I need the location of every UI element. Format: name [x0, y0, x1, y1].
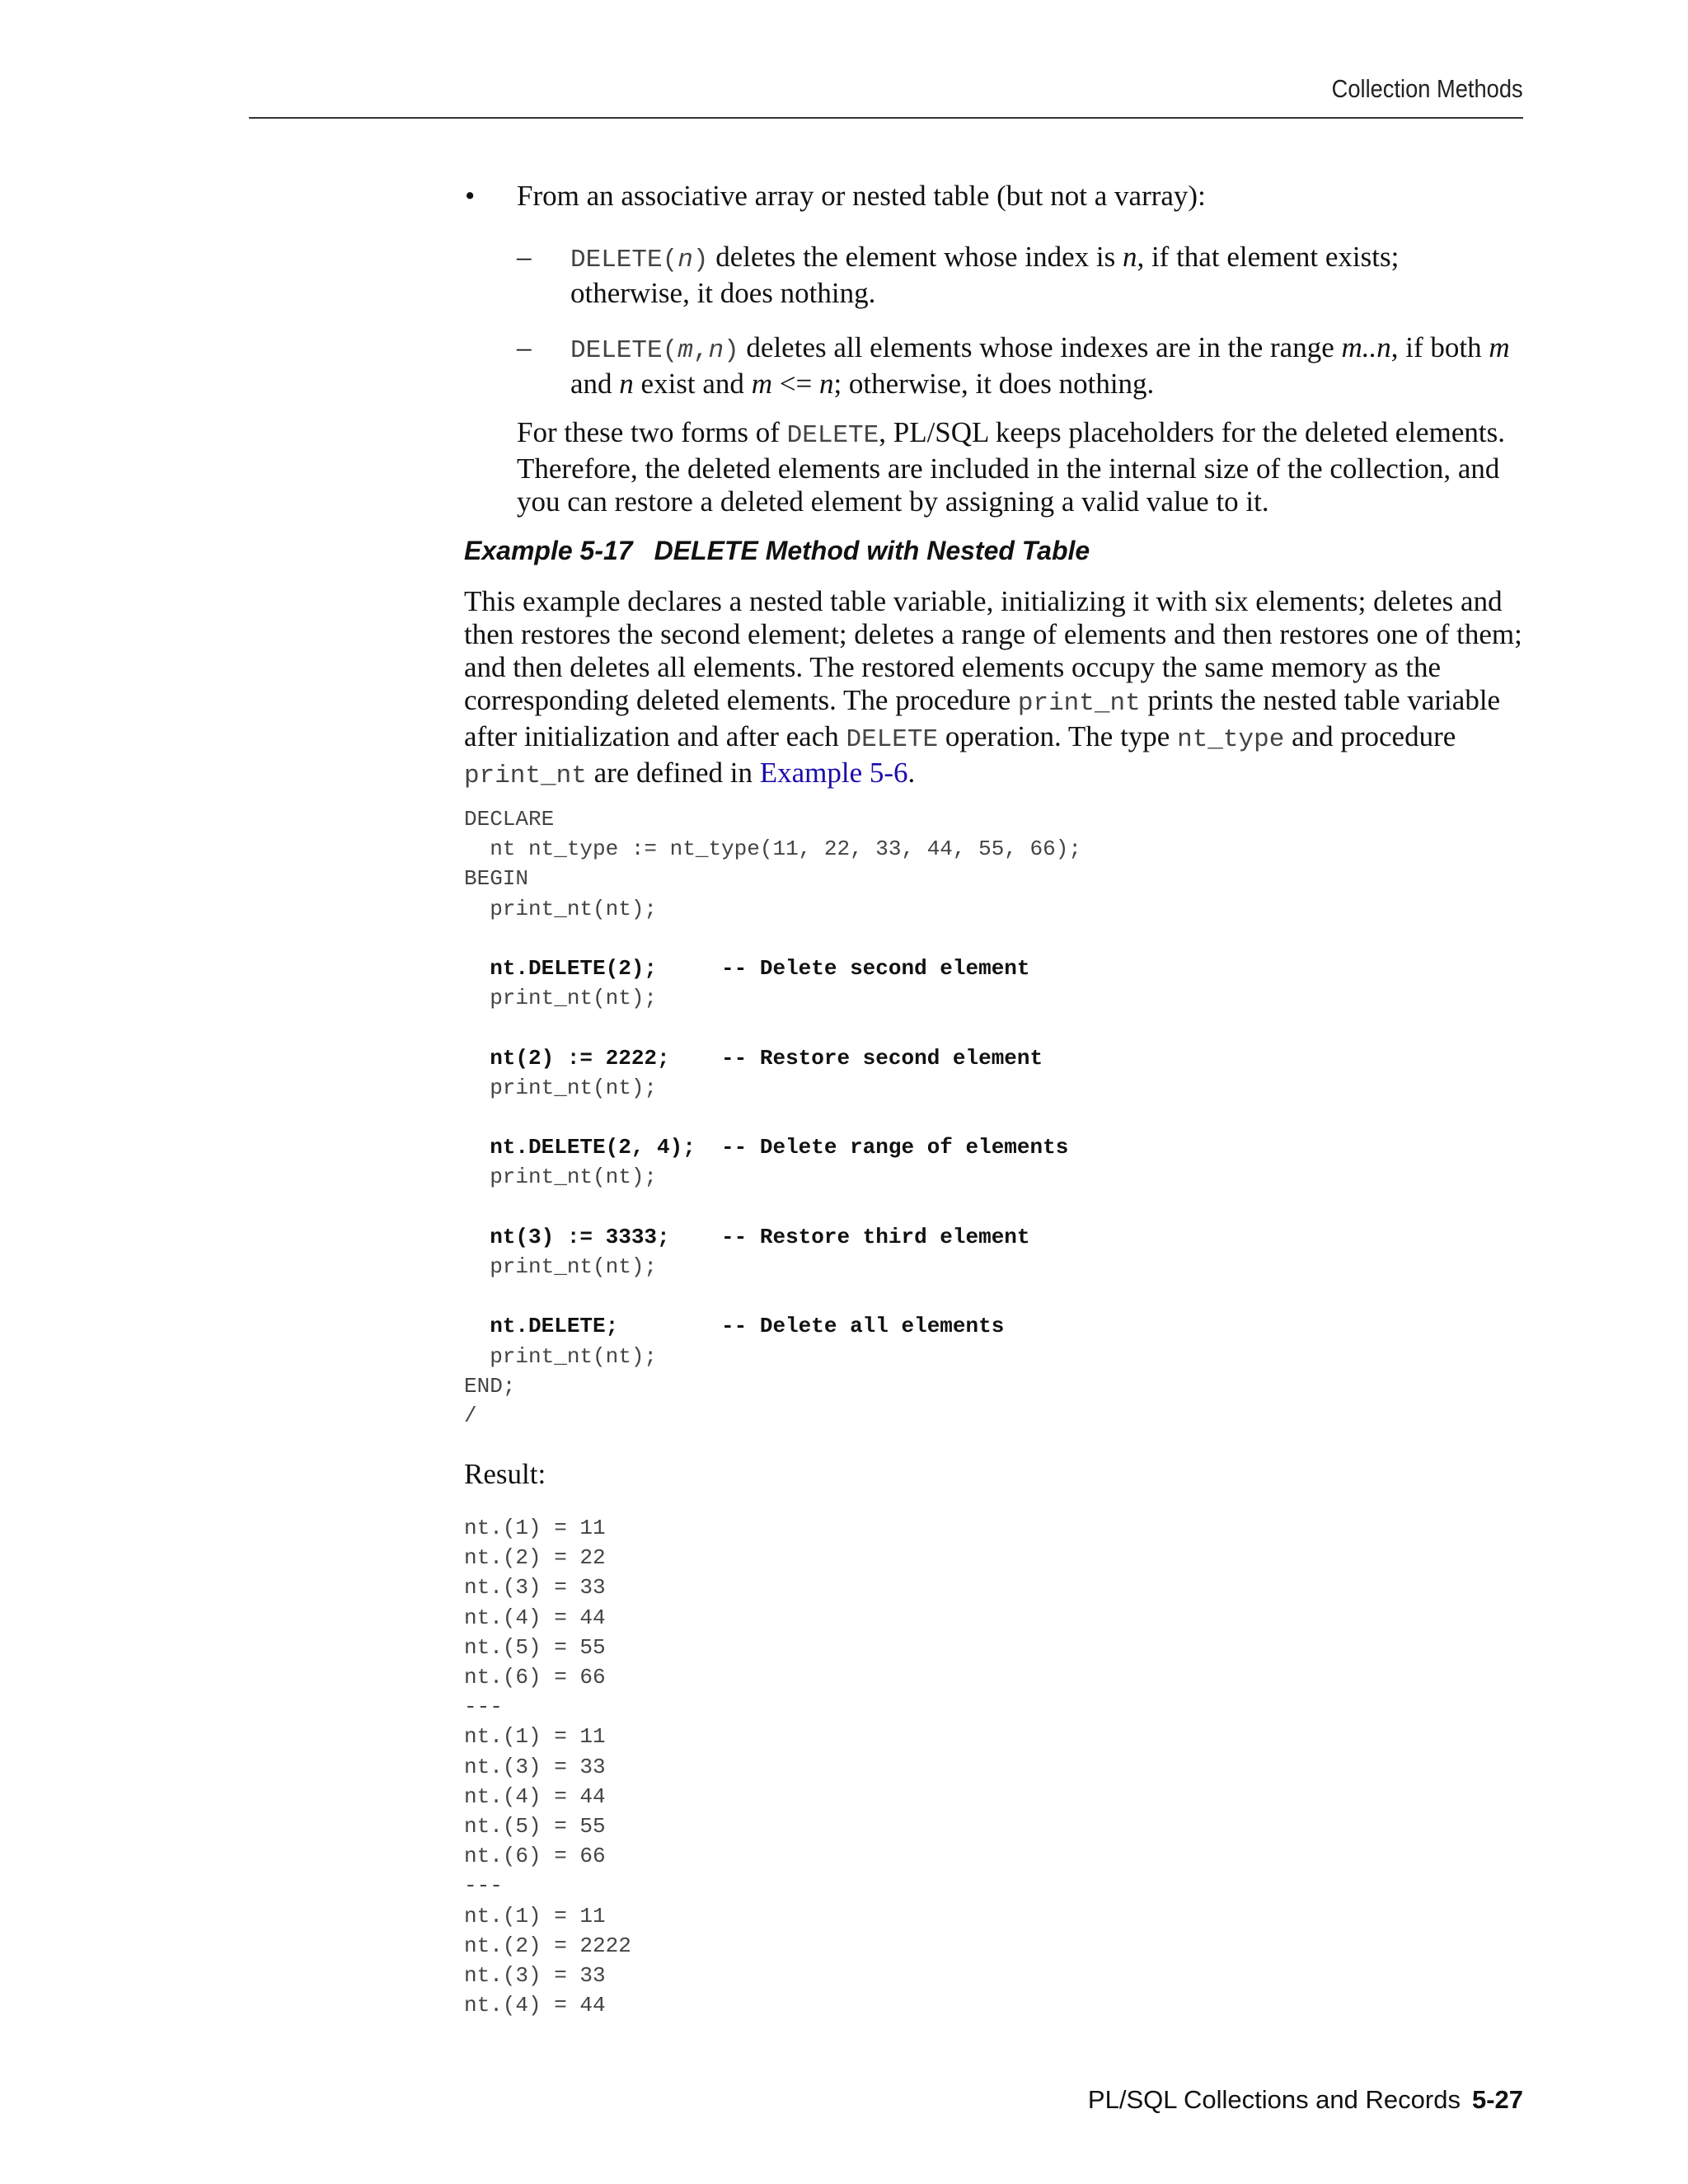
- result-line: nt.(1) = 11: [464, 1903, 606, 1929]
- code-block: DECLARE nt nt_type := nt_type(11, 22, 33, 44, 55, 66); BEGIN print_nt(nt); nt.DELETE(2); -- Delete second element print_nt(nt); nt(2) := 2222; -- Restore second element print_nt(nt); nt.DELETE(2, 4); -- Delete range of elements print_nt(nt); nt(3) := 3333; -- Restore third element print_nt(nt); nt.DELETE; -- Delete all elements print_nt(nt); END; /: [464, 807, 1081, 1429]
- result-line: nt.(3) = 33: [464, 1754, 606, 1779]
- result-line: nt.(3) = 33: [464, 1575, 606, 1601]
- result-line: nt.(2) = 22: [464, 1545, 606, 1571]
- result-line: nt.(6) = 66: [464, 1665, 606, 1690]
- result-line: nt.(2) = 2222: [464, 1933, 631, 1958]
- result-line: nt.(6) = 66: [464, 1844, 606, 1869]
- example-name: DELETE Method with Nested Table: [654, 536, 1090, 565]
- result-output: [464, 1513, 631, 2020]
- delete-n-description: DELETE(n) deletes the element whose index is n, if that element exists; otherwise, it does nothing.: [570, 241, 1400, 309]
- result-line: nt.(1) = 11: [464, 1516, 606, 1540]
- result-label: Result:: [464, 1458, 546, 1490]
- page-number: 5-27: [1471, 2085, 1523, 2114]
- bullet-marker: •: [465, 180, 476, 212]
- placeholder-note: For these two forms of DELETE, PL/SQL keeps placeholders for the deleted elements. Therefore, the deleted elements are included in the internal size of the collection, and you can restore a deleted element by assigning a valid value to it.: [517, 416, 1505, 518]
- result-line: ---: [464, 1873, 503, 1899]
- header-divider: [249, 117, 1523, 119]
- result-line: nt.(4) = 44: [464, 1605, 606, 1630]
- delete-mn-description: DELETE(m,n) deletes all elements whose indexes are in the range m..n, if both m and n exist and m <= n; otherwise, it does nothing.: [570, 331, 1510, 400]
- footer-section: PL/SQL Collections and Records: [1087, 2085, 1461, 2114]
- page-footer: [1088, 2085, 1523, 2115]
- result-line: nt.(1) = 11: [464, 1724, 606, 1750]
- result-line: nt.(4) = 44: [464, 1783, 606, 1809]
- result-line: ---: [464, 1694, 503, 1720]
- dash-marker: –: [517, 241, 532, 273]
- example-description: This example declares a nested table variable, initializing it with six elements; deletes and then restores the second element; deletes a range of elements and then restores one of them; and then deletes all elements. The restored elements occupy the same memory as the corresponding deleted elements. The procedure print_nt prints the nested table variable after initialization and after each DELETE operation. The type nt_type and procedure print_nt are defined in Example 5-6.: [464, 585, 1522, 790]
- result-line: nt.(4) = 44: [464, 1993, 606, 2018]
- bullet-text: From an associative array or nested table (but not a varray):: [517, 180, 1206, 212]
- dash-marker: –: [517, 331, 532, 363]
- example-number: Example 5-17: [464, 536, 633, 565]
- result-line: nt.(5) = 55: [464, 1814, 606, 1840]
- result-line: nt.(3) = 33: [464, 1963, 606, 1989]
- running-header: Collection Methods: [1331, 74, 1523, 103]
- result-line: nt.(5) = 55: [464, 1634, 606, 1660]
- example-5-6-link[interactable]: Example 5-6: [759, 757, 908, 789]
- example-title: [464, 536, 1090, 566]
